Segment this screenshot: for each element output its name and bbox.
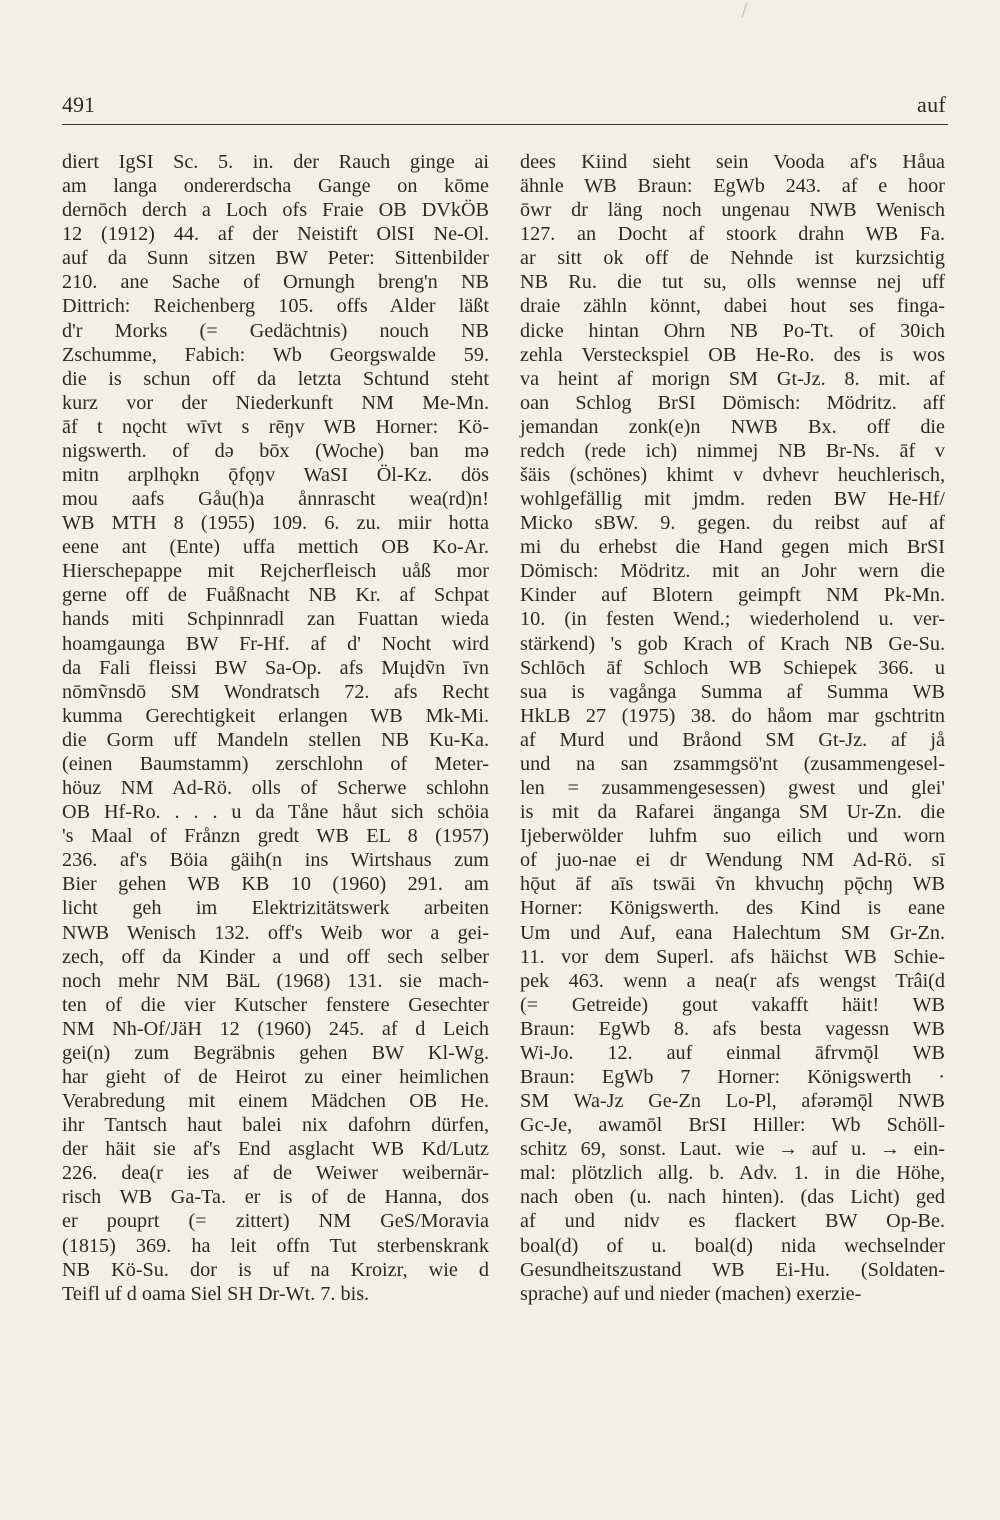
text-line: die Gorm uff Mandeln stellen NB Ku-Ka. (62, 728, 489, 751)
text-line: NB Kö-Su. dor is uf na Kroizr, wie d (62, 1258, 489, 1281)
text-line: dees Kiind sieht sein Vooda af's Håua (520, 151, 945, 173)
text-line: boal(d) of u. boal(d) nida wechselnder (520, 1234, 945, 1257)
text-line: oan Schlog BrSI Dömisch: Mödritz. aff (520, 391, 945, 414)
text-line: kumma Gerechtigkeit erlangen WB Mk-Mi. (62, 704, 489, 727)
text-line: ähnle WB Braun: EgWb 243. af e hoor (520, 175, 945, 198)
page-number: 491 (62, 92, 95, 117)
text-line: 12 (1912) 44. af der Neistift OlSI Ne-Ol. (62, 223, 489, 246)
text-line: gei(n) zum Begräbnis gehen BW Kl-Wg. (62, 1041, 489, 1064)
text-line: āf t nǫcht wīvt s rēŋv WB Horner: Kö- (62, 415, 489, 438)
text-line: ar sitt ok off de Nehnde ist kurzsichtig (520, 247, 945, 270)
text-line: 10. (in festen Wend.; wiederholend u. ver- (520, 608, 945, 631)
text-line: Bier gehen WB KB 10 (1960) 291. am (62, 873, 489, 896)
text-line: draie zähln könnt, dabei hout ses finga- (520, 295, 945, 318)
text-line: (= Getreide) gout vakafft häit! WB (520, 993, 945, 1016)
text-line: va heint af morign SM Gt-Jz. 8. mit. af (520, 367, 945, 390)
text-line: Wi-Jo. 12. auf einmal āfrvmǭl WB (520, 1041, 945, 1064)
text-line: Dömisch: Mödritz. mit an Johr wern die (520, 560, 945, 583)
text-line: zech, off da Kinder a und off sech selber (62, 945, 489, 968)
text-line: der häit sie af's End asglacht WB Kd/Lutz (62, 1138, 489, 1161)
text-line: risch WB Ga-Ta. er is of de Hanna, dos (62, 1186, 489, 1209)
text-line: dernōch derch a Loch ofs Fraie OB DVkÖB (62, 199, 489, 222)
text-line: schitz 69, sonst. Laut. wie → auf u. → ein- (520, 1138, 945, 1161)
text-line: af Murd und Bråond SM Gt-Jz. af jå (520, 728, 945, 751)
text-line: 's Maal of Frånzn gredt WB EL 8 (1957) (62, 825, 489, 848)
text-line: Gesundheitszustand WB Ei-Hu. (Soldaten- (520, 1258, 945, 1281)
text-line: 127. an Docht af stoork drahn WB Fa. (520, 223, 945, 246)
header-rule (62, 124, 948, 125)
text-line: Micko sBW. 9. gegen. du reibst auf af (520, 512, 945, 535)
text-line: er pouprt (= zittert) NM GeS/Moravia (62, 1210, 489, 1233)
text-line: Kinder auf Blotern geimpft NM Pk-Mn. (520, 584, 945, 607)
text-line: NM Nh-Of/JäH 12 (1960) 245. af d Leich (62, 1017, 489, 1040)
left-column (62, 150, 489, 1306)
text-line: ihr Tantsch haut balei nix dafohrn dürfen, (62, 1114, 489, 1137)
text-line: šäis (schönes) khimt v dvhevr heuchlerisch, (520, 464, 945, 487)
text-line: hoamgaunga BW Fr-Hf. af d' Nocht wird (62, 632, 489, 655)
text-line: dicke hintan Ohrn NB Po-Tt. of 30ich (520, 319, 945, 342)
text-line: (einen Baumstamm) zerschlohn of Meter- (62, 752, 489, 775)
text-line: ten of die vier Kutscher fenstere Gesechter (62, 993, 489, 1016)
text-line: nach oben (u. nach hinten). (das Licht) ged (520, 1186, 945, 1209)
text-line: mou aafs Gåu(h)a ånnrascht wea(rd)n! (62, 488, 489, 511)
text-line: hands miti Schpinnradl zan Fuattan wieda (62, 608, 489, 631)
text-line: Teifl uf d oama Siel SH Dr-Wt. 7. bis. (62, 1282, 370, 1305)
text-line: har gieht of de Heirot zu einer heimlichen (62, 1065, 489, 1088)
right-column (520, 150, 945, 1306)
text-line: 11. vor dem Superl. afs häichst WB Schie- (520, 945, 945, 968)
text-line: zehla Versteckspiel OB He-Ro. des is wos (520, 343, 945, 366)
text-line: gerne off de Fuåßnacht NB Kr. af Schpat (62, 584, 489, 607)
text-line: noch mehr NM BäL (1968) 131. sie mach- (62, 969, 489, 992)
text-line: Hierschepappe mit Rejcherfleisch uåß mor (62, 560, 489, 583)
text-line: Dittrich: Reichenberg 105. offs Alder läßt (62, 295, 489, 318)
text-line: WB MTH 8 (1955) 109. 6. zu. miir hotta (62, 512, 489, 535)
text-line: SM Wa-Jz Ge-Zn Lo-Pl, afərəmǭl NWB (520, 1090, 945, 1113)
text-line: mitn arplhǫkn ǭfǫŋv WaSI Öl-Kz. dös (62, 464, 489, 487)
text-line: licht geh im Elektrizitätswerk arbeiten (62, 897, 489, 920)
text-line: 210. ane Sache of Ornungh breng'n NB (62, 271, 489, 294)
text-line: of juo-nae ei dr Wendung NM Ad-Rö. sī (520, 849, 945, 872)
text-line: am langa ondererdscha Gange on kōme (62, 175, 489, 198)
text-line: auf da Sunn sitzen BW Peter: Sittenbilder (62, 247, 489, 270)
text-line: mal: plötzlich allg. b. Adv. 1. in die Höhe, (520, 1162, 945, 1185)
text-line: stärkend) 's gob Krach of Krach NB Ge-Su. (520, 632, 945, 655)
text-line: 226. dea(r ies af de Weiwer weibernär- (62, 1162, 489, 1185)
text-line: Um und Auf, eana Halechtum SM Gr-Zn. (520, 921, 945, 944)
text-line: len = zusammengesessen) gwest und glei' (520, 777, 945, 800)
text-line: Verabredung mit einem Mädchen OB He. (62, 1090, 489, 1113)
text-line: OB Hf-Ro. . . . u da Tåne håut sich schöia (62, 801, 489, 824)
running-head: auf (917, 92, 946, 117)
text-line: da Fali fleissi BW Sa-Op. afs Muįdṽn īvn (62, 656, 489, 679)
text-line: jemandan zonk(e)n NWB Bx. off die (520, 415, 945, 438)
text-line: (1815) 369. ha leit offn Tut sterbenskrank (62, 1234, 489, 1257)
text-line: nōmṽnsdō SM Wondratsch 72. afs Recht (62, 680, 489, 703)
text-line: sua is vagånga Summa af Summa WB (520, 680, 945, 703)
text-line: af und nidv es flackert BW Op-Be. (520, 1210, 945, 1233)
text-line: die is schun off da letzta Schtund steht (62, 367, 489, 390)
margin-mark (742, 2, 748, 18)
text-line: hǭut āf aīs tswāi ṽn khvuchŋ pǭchŋ WB (520, 873, 945, 896)
text-line: is mit da Rafarei änganga SM Ur-Zn. die (520, 801, 945, 824)
text-line: pek 463. wenn a nea(r afs wengst Trâi(d (520, 969, 945, 992)
text-line: Ijeberwölder luhfm suo eilich und worn (520, 825, 945, 848)
text-line: d'r Morks (= Gedächtnis) nouch NB (62, 319, 489, 342)
text-line: diert IgSI Sc. 5. in. der Rauch ginge ai (62, 151, 489, 173)
text-line: wohlgefällig mit jmdm. reden BW He-Hf/ (520, 488, 945, 511)
text-line: mi du erhebst die Hand gegen mich BrSI (520, 536, 945, 559)
text-line: kurz vor der Niederkunft NM Me-Mn. (62, 391, 489, 414)
text-line: Zschumme, Fabich: Wb Georgswalde 59. (62, 343, 489, 366)
text-line: Gc-Je, awamōl BrSI Hiller: Wb Schöll- (520, 1114, 945, 1137)
text-line: nigswerth. of də bōx (Woche) ban mə (62, 439, 489, 462)
text-line: NB Ru. die tut su, olls wennse nej uff (520, 271, 945, 294)
text-line: Braun: EgWb 8. afs besta vagessn WB (520, 1017, 945, 1040)
text-line: eene ant (Ente) uffa mettich OB Ko-Ar. (62, 536, 489, 559)
text-line: Schlōch āf Schloch WB Schiepek 366. u (520, 656, 945, 679)
text-line: sprache) auf und nieder (machen) exerzie- (520, 1282, 862, 1305)
text-line: HkLB 27 (1975) 38. do håom mar gschtritn (520, 704, 945, 727)
text-line: NWB Wenisch 132. off's Weib wor a gei- (62, 921, 489, 944)
text-line: Braun: EgWb 7 Horner: Königswerth · (520, 1065, 945, 1088)
text-line: 236. af's Böia gäih(n ins Wirtshaus zum (62, 849, 489, 872)
text-line: ōwr dr läng noch ungenau NWB Wenisch (520, 199, 945, 222)
text-line: und na san zsammgsö'nt (zusammengesel- (520, 752, 945, 775)
text-line: redch (rede ich) nimmej NB Br-Ns. āf v (520, 439, 945, 462)
text-line: Horner: Königswerth. des Kind is eane (520, 897, 945, 920)
text-line: höuz NM Ad-Rö. olls of Scherwe schlohn (62, 777, 489, 800)
